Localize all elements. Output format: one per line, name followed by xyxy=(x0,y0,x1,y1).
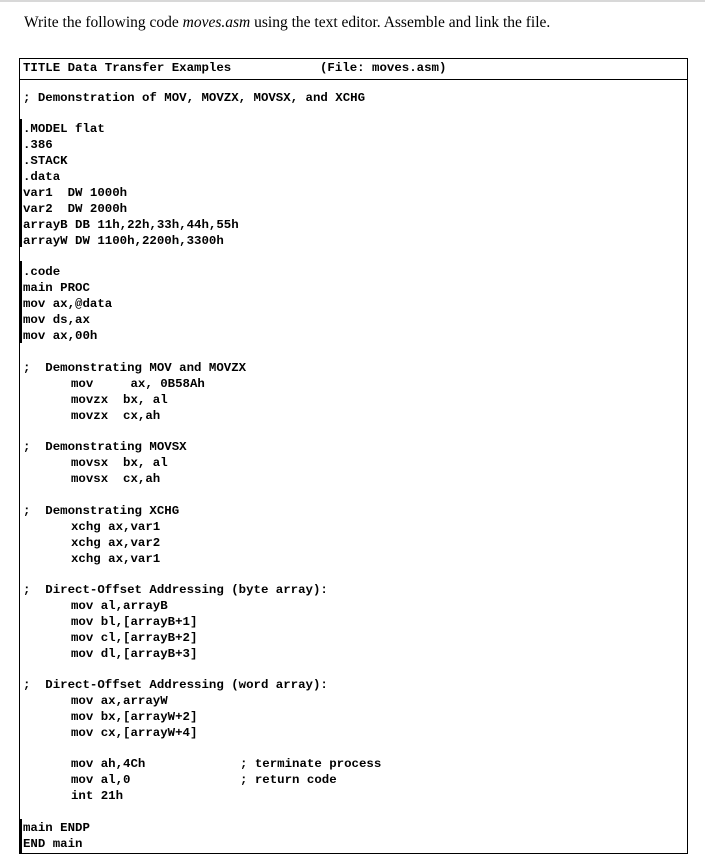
code-line-22: xchg ax,var1 xyxy=(71,520,161,534)
code-line-24: xchg ax,var1 xyxy=(71,552,161,566)
code-line-12: mov ds,ax xyxy=(23,313,90,327)
block-bar-code xyxy=(20,261,22,343)
code-line-7: arrayB DB 11h,22h,33h,44h,55h xyxy=(23,218,239,232)
comment-terminate-process: ; terminate process xyxy=(240,757,382,771)
instruction-text xyxy=(24,14,550,32)
block-bar-directives xyxy=(20,119,22,247)
code-line-8: arrayW DW 1100h,2200h,3300h xyxy=(23,234,224,248)
code-line-3: .STACK xyxy=(23,154,68,168)
code-line-31: mov ax,arrayW xyxy=(71,694,168,708)
instruction-filename: moves.asm xyxy=(182,14,251,31)
code-line-30: ; Direct-Offset Addressing (word array): xyxy=(23,678,328,692)
code-line-20: movsx cx,ah xyxy=(71,472,161,486)
code-line-1: .MODEL flat xyxy=(23,122,105,136)
code-line-29: mov dl,[arrayB+3] xyxy=(71,647,198,661)
code-line-14: ; Demonstrating MOV and MOVZX xyxy=(23,361,247,375)
code-line-19: movsx bx, al xyxy=(71,456,168,470)
code-line-15: mov ax, 0B58Ah xyxy=(71,377,205,391)
code-header-row xyxy=(20,59,687,80)
code-line-0: ; Demonstration of MOV, MOVZX, MOVSX, and XCHG xyxy=(23,91,366,105)
code-line-23: xchg ax,var2 xyxy=(71,536,161,550)
code-line-18: ; Demonstrating MOVSX xyxy=(23,440,187,454)
code-line-17: movzx cx,ah xyxy=(71,409,161,423)
code-title: TITLE Data Transfer Examples xyxy=(23,61,232,75)
code-line-32: mov bx,[arrayW+2] xyxy=(71,710,198,724)
code-line-4: .data xyxy=(23,170,61,184)
code-line-26: mov al,arrayB xyxy=(71,599,168,613)
code-line-11: mov ax,@data xyxy=(23,297,113,311)
code-line-2: .386 xyxy=(23,138,53,152)
code-line-16: movzx bx, al xyxy=(71,393,168,407)
code-line-13: mov ax,00h xyxy=(23,329,98,343)
instruction-after: using the text editor. Assemble and link the file. xyxy=(250,14,551,31)
code-line-34: mov ah,4Ch xyxy=(71,757,146,771)
code-line-21: ; Demonstrating XCHG xyxy=(23,504,180,518)
comment-return-code: ; return code xyxy=(240,773,337,787)
code-line-5: var1 DW 1000h xyxy=(23,186,128,200)
code-line-37: main ENDP xyxy=(23,821,90,835)
code-file-note: (File: moves.asm) xyxy=(320,61,447,75)
code-listing xyxy=(19,58,688,854)
code-line-28: mov cl,[arrayB+2] xyxy=(71,631,198,645)
code-line-9: .code xyxy=(23,265,61,279)
code-line-6: var2 DW 2000h xyxy=(23,202,128,216)
code-line-35: mov al,0 xyxy=(71,773,131,787)
code-line-25: ; Direct-Offset Addressing (byte array): xyxy=(23,583,328,597)
block-bar-end xyxy=(20,819,22,853)
code-line-33: mov cx,[arrayW+4] xyxy=(71,726,198,740)
code-line-10: main PROC xyxy=(23,281,90,295)
instruction-before: Write the following code xyxy=(24,14,183,31)
code-line-36: int 21h xyxy=(71,789,124,803)
top-divider xyxy=(0,0,705,2)
code-line-27: mov bl,[arrayB+1] xyxy=(71,615,198,629)
code-line-38: END main xyxy=(23,837,83,851)
